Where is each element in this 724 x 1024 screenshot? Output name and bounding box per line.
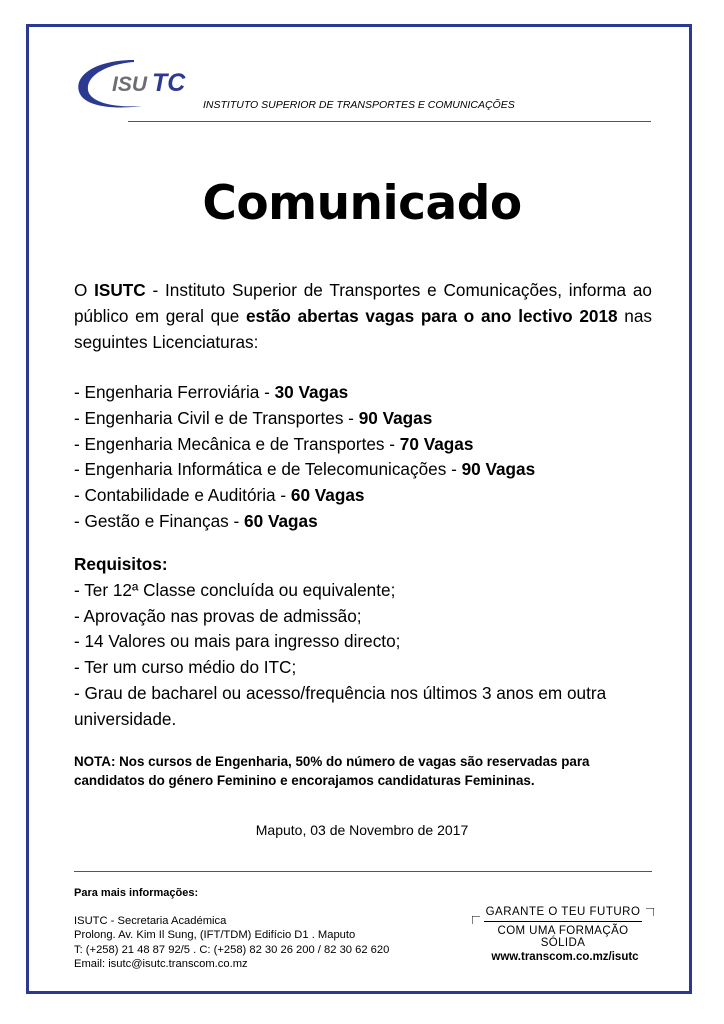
course-item <box>74 457 652 483</box>
requirement-item: - Aprovação nas provas de admissão; <box>74 605 362 626</box>
footer-divider <box>74 871 652 872</box>
course-list <box>74 380 652 535</box>
contact-label: Para mais informações: <box>74 887 199 899</box>
course-item <box>74 483 652 509</box>
course-item <box>74 406 652 432</box>
slogan-line-1: GARANTE O TEU FUTURO <box>485 906 641 918</box>
intro-paragraph <box>74 278 652 355</box>
course-name: - Engenharia Civil e de Transportes - <box>74 407 359 428</box>
course-item <box>74 509 652 535</box>
intro-text-2: - Instituto Superior de Transportes e Comunicações, informa ao público em geral que <box>74 280 652 326</box>
logo-text-isu: ISU <box>112 73 148 96</box>
institute-name: INSTITUTO SUPERIOR DE TRANSPORTES E COMUNICAÇÕES <box>203 99 515 111</box>
course-vagas: 70 Vagas <box>399 433 474 454</box>
course-name: - Engenharia Ferroviária - <box>74 382 275 402</box>
slogan-line-2: COM UMA FORMAÇÃO SÓLIDA <box>497 925 629 949</box>
course-vagas: 90 Vagas <box>358 407 433 428</box>
course-name: - Engenharia Informática e de Telecomunicações - <box>74 459 462 480</box>
course-item <box>74 432 652 458</box>
intro-text-1: O <box>74 280 95 300</box>
date-line: Maputo, 03 de Novembro de 2017 <box>255 822 469 838</box>
course-name: - Engenharia Mecânica e de Transportes - <box>74 433 400 454</box>
contact-email: Email: isutc@isutc.transcom.co.mz <box>74 957 248 970</box>
logo-text-tc: TC <box>152 69 186 97</box>
course-vagas: 30 Vagas <box>274 382 349 402</box>
course-vagas: 60 Vagas <box>244 510 318 531</box>
contact-line: T: (+258) 21 48 87 92/5 . C: (+258) 82 30 26 200 / 82 30 62 620 <box>74 943 390 956</box>
course-vagas: 90 Vagas <box>461 459 536 480</box>
contact-info <box>74 886 389 971</box>
slogan-corner-right <box>646 908 654 916</box>
isutc-logo <box>72 56 202 112</box>
course-vagas: 60 Vagas <box>290 485 365 506</box>
intro-text-3: nas seguintes Licenciaturas: <box>74 305 652 352</box>
requirement-item: - 14 Valores ou mais para ingresso directo; <box>74 631 401 652</box>
nota-note: NOTA: Nos cursos de Engenharia, 50% do número de vagas são reservadas para candidatos do género Feminino e encorajamos candidaturas Femininas. <box>74 754 590 788</box>
contact-line: Prolong. Av. Kim Il Sung, (IFT/TDM) Edifício D1 . Maputo <box>74 929 356 942</box>
slogan-corner-left <box>472 916 480 924</box>
website-link[interactable]: www.transcom.co.mz/isutc <box>491 951 639 963</box>
course-item <box>74 380 652 406</box>
page-title: Comunicado <box>202 176 522 231</box>
contact-line: ISUTC - Secretaria Académica <box>74 915 227 928</box>
requirement-item: - Ter um curso médio do ITC; <box>74 657 297 678</box>
requirements-heading: Requisitos: <box>74 554 168 574</box>
slogan-box <box>478 906 648 949</box>
header-divider <box>128 121 651 122</box>
requirement-item: - Grau de bacharel ou acesso/frequência nos últimos 3 anos em outra universidade. <box>74 682 607 729</box>
intro-bold-vagas: estão abertas vagas para o ano lectivo 2018 <box>245 305 618 326</box>
intro-bold-isutc: ISUTC <box>94 280 146 300</box>
requirements-section <box>74 552 652 733</box>
course-name: - Gestão e Finanças - <box>74 510 245 531</box>
requirement-item: - Ter 12ª Classe concluída ou equivalente; <box>74 579 396 600</box>
course-name: - Contabilidade e Auditória - <box>74 485 291 506</box>
